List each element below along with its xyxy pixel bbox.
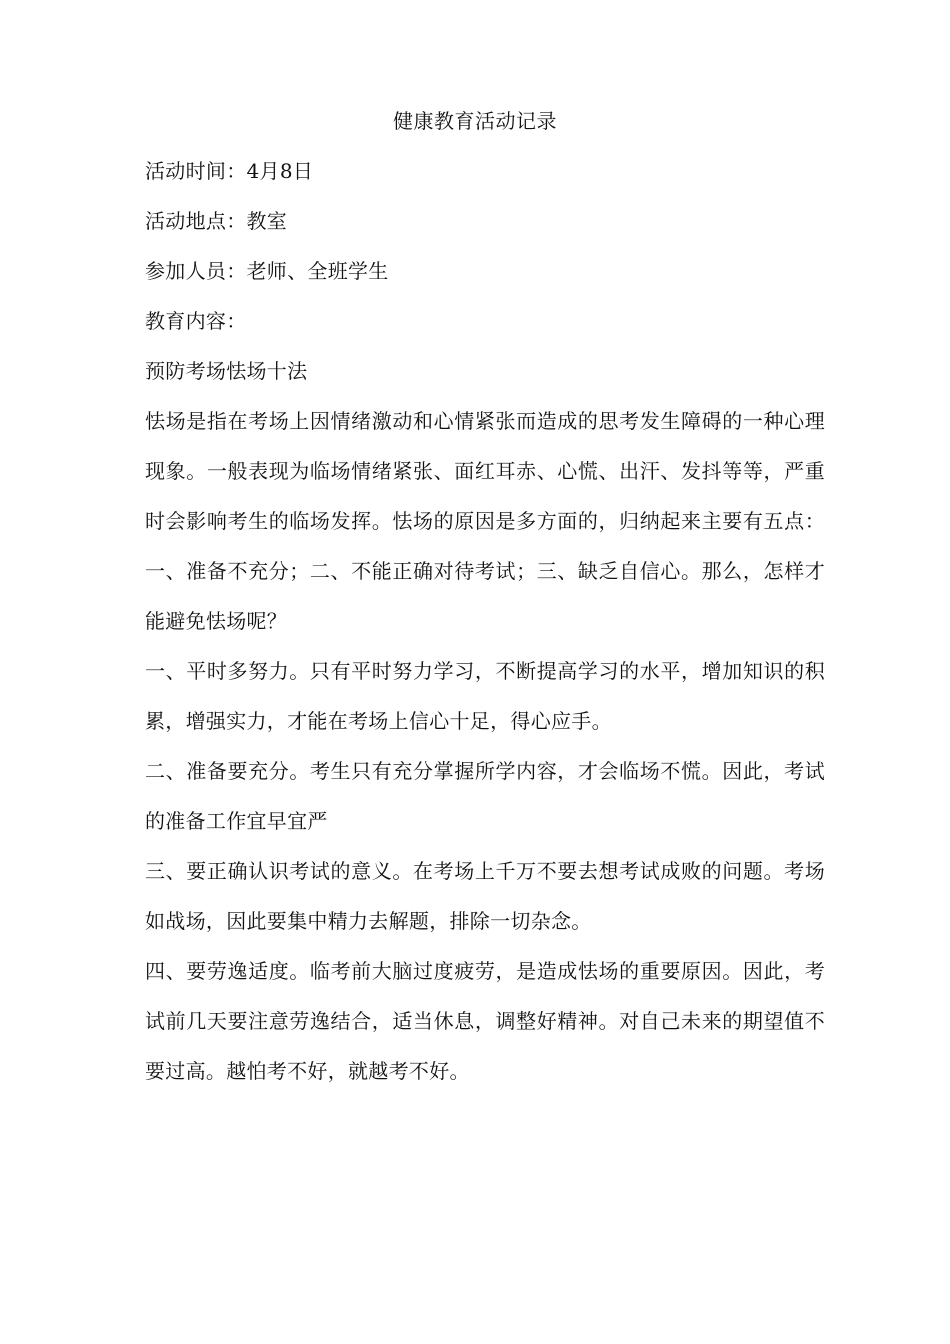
- paragraph-list: [145, 396, 825, 1096]
- method-paragraph-3: 三、要正确认识考试的意义。在考场上千万不要去想考试成败的问题。考场如战场，因此要集中精力去解题，排除一切杂念。: [145, 859, 825, 933]
- activity-participants: 参加人员：老师、全班学生: [145, 259, 389, 283]
- section-subtitle: 预防考场怯场十法: [145, 359, 308, 383]
- activity-place: 活动地点：教室: [145, 209, 288, 233]
- document-body: [145, 153, 825, 1103]
- activity-time: 活动时间：4月8日: [145, 159, 314, 183]
- method-paragraph-1: 一、平时多努力。只有平时努力学习，不断提高学习的水平，增加知识的积累，增强实力，才能在考场上信心十足，得心应手。: [145, 659, 825, 733]
- document-title: 健康教育活动记录: [393, 109, 557, 133]
- intro-paragraph: 怯场是指在考场上因情绪激动和心情紧张而造成的思考发生障碍的一种心理现象。一般表现为临场情绪紧张、面红耳赤、心慌、出汗、发抖等等，严重时会影响考生的临场发挥。怯场的原因是多方面的，归纳起来主要有五点：一、准备不充分；二、不能正确对待考试；三、缺乏自信心。那么，怎样才能避免怯场呢？: [145, 409, 825, 633]
- method-paragraph-4: 四、要劳逸适度。临考前大脑过度疲劳，是造成怯场的重要原因。因此，考试前几天要注意劳逸结合，适当休息，调整好精神。对自己未来的期望值不要过高。越怕考不好，就越考不好。: [145, 959, 825, 1083]
- method-paragraph-2: 二、准备要充分。考生只有充分掌握所学内容，才会临场不慌。因此，考试的准备工作宜早宜严: [145, 759, 825, 833]
- education-content-label: 教育内容：: [145, 309, 247, 333]
